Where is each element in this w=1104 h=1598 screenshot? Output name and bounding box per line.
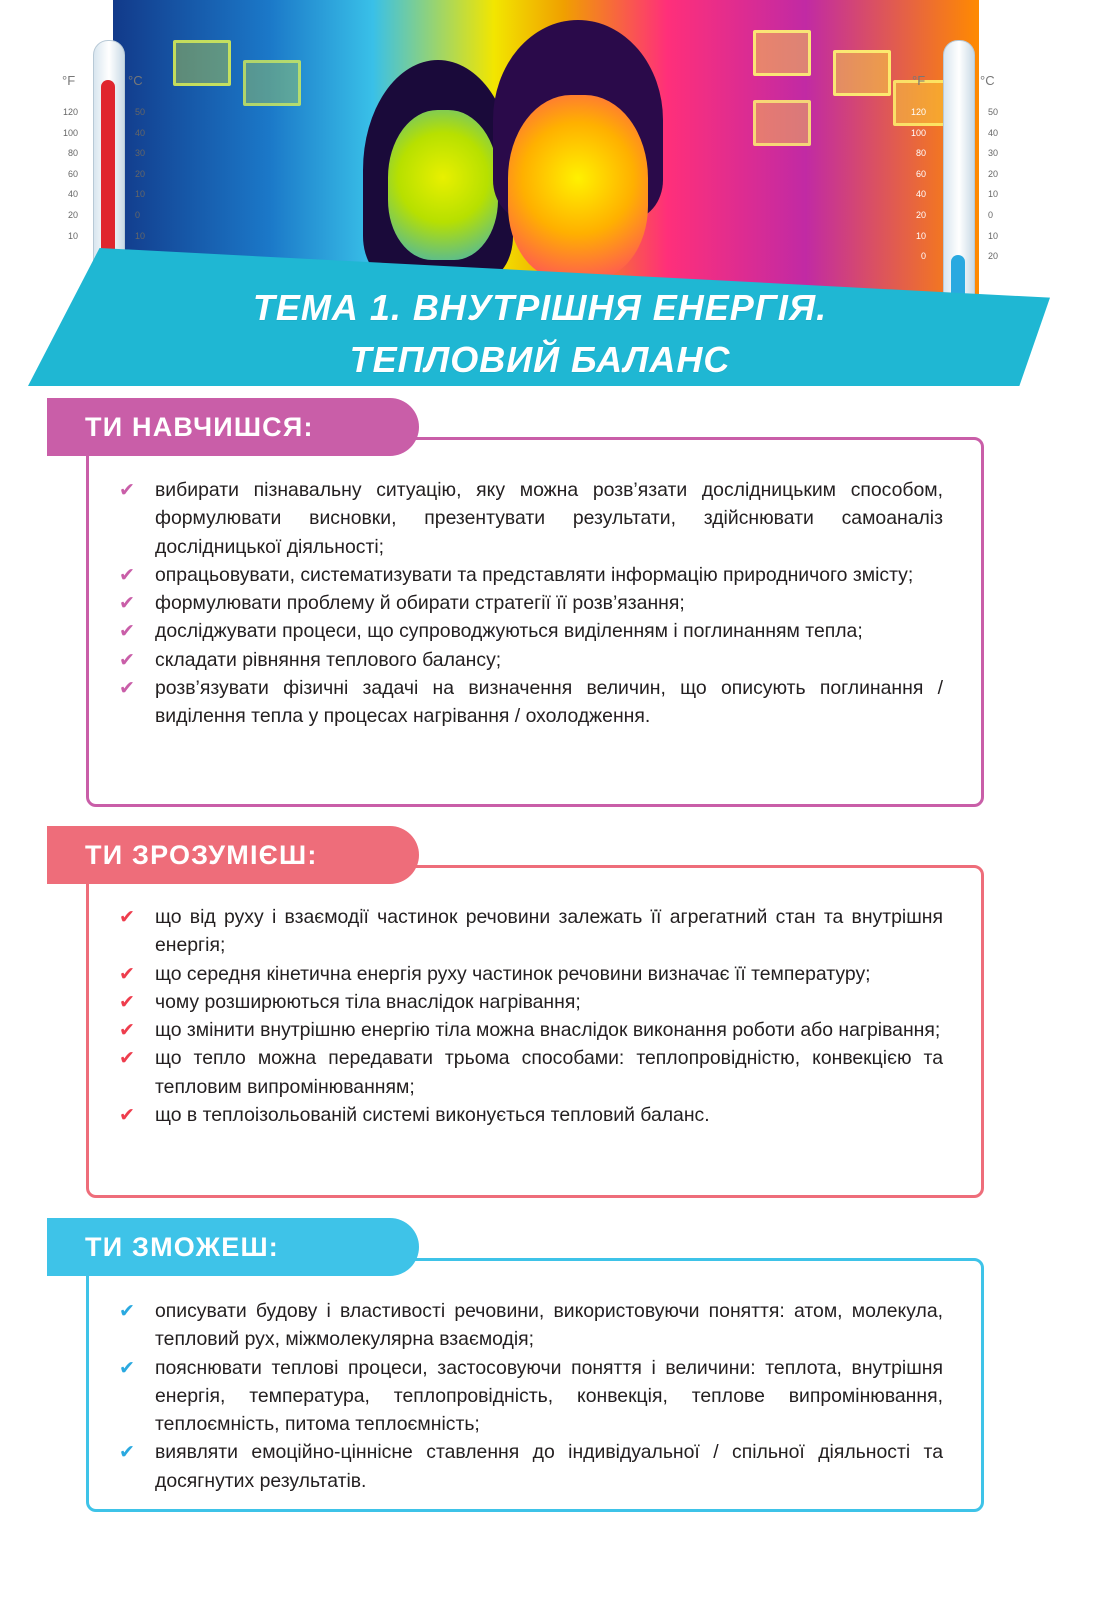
list-item: ✔ що від руху і взаємодії частинок речовини залежать її агрегатний стан та внутрішня енергія; xyxy=(119,906,943,957)
section-heading-understand: ТИ ЗРОЗУМІЄШ: xyxy=(47,826,419,884)
check-icon: ✔ xyxy=(119,480,135,501)
check-icon: ✔ xyxy=(119,1442,135,1464)
page-title xyxy=(200,282,880,386)
list-item: ✔ що тепло можна передавати трьома способами: теплопровідністю, конвекцією та тепловим випромінюванням; xyxy=(119,1047,943,1098)
fahrenheit-label: °F xyxy=(912,73,926,88)
section-heading-able: ТИ ЗМОЖЕШ: xyxy=(47,1218,419,1276)
check-icon: ✔ xyxy=(119,621,135,643)
list-item: ✔ описувати будову і властивості речовини, використовуючи поняття: атом, молекула, тепловий рух, міжмолекулярна взаємодія; xyxy=(119,1300,943,1351)
learning-goals-box xyxy=(86,437,984,807)
check-icon: ✔ xyxy=(119,1357,135,1379)
celsius-scale: 50 40 30 20 10 0 10 xyxy=(135,107,146,241)
list-item: ✔ що середня кінетична енергія руху частинок речовини визначає її температуру; xyxy=(155,960,943,988)
check-icon: ✔ xyxy=(119,1105,135,1127)
learning-goals-list xyxy=(119,476,943,731)
ability-goals-list xyxy=(119,1297,943,1495)
title-line-1: ТЕМА 1. ВНУТРІШНЯ ЕНЕРГІЯ. xyxy=(252,287,828,328)
list-item: ✔ опрацьовувати, систематизувати та представляти інформацію природничого змісту; xyxy=(155,561,943,589)
check-icon: ✔ xyxy=(119,991,135,1013)
check-icon: ✔ xyxy=(119,649,135,671)
check-icon: ✔ xyxy=(119,1301,135,1322)
check-icon: ✔ xyxy=(119,593,135,615)
fahrenheit-scale: 120 100 80 60 40 20 10 0 xyxy=(910,107,926,262)
understanding-goals-box xyxy=(86,865,984,1198)
list-item: ✔ виявляти емоційно-ціннісне ставлення до індивідуальної / спільної діяльності та досягнутих результатів. xyxy=(119,1441,943,1492)
title-line-2: ТЕПЛОВИЙ БАЛАНС xyxy=(349,339,731,380)
celsius-label: °C xyxy=(980,73,995,88)
celsius-label: °C xyxy=(128,73,143,88)
list-item: ✔ складати рівняння теплового балансу; xyxy=(155,646,943,674)
fahrenheit-label: °F xyxy=(62,73,76,88)
check-icon: ✔ xyxy=(119,1020,135,1042)
check-icon: ✔ xyxy=(119,963,135,985)
understanding-goals-list xyxy=(119,903,943,1129)
check-icon: ✔ xyxy=(119,1048,135,1070)
fahrenheit-scale: 120 100 80 60 40 20 10 xyxy=(62,107,78,241)
check-icon: ✔ xyxy=(119,907,135,928)
header-thermal-image xyxy=(113,0,979,296)
list-item: ✔ що змінити внутрішню енергію тіла можна внаслідок виконання роботи або нагрівання; xyxy=(155,1016,943,1044)
section-heading-learn: ТИ НАВЧИШСЯ: xyxy=(47,398,419,456)
check-icon: ✔ xyxy=(119,678,135,700)
ability-goals-box xyxy=(86,1258,984,1512)
list-item: ✔ вибирати пізнавальну ситуацію, яку можна розв’язати дослідницьким способом, формулювати висновки, презентувати результати, здійснювати самоаналіз дослідницької діяльності; xyxy=(119,479,943,558)
list-item: ✔ що в теплоізольованій системі виконується тепловий баланс. xyxy=(155,1101,943,1129)
list-item: ✔ пояснювати теплові процеси, застосовуючи поняття і величини: теплота, внутрішня енергія, температура, теплопровідність, конвекція, теплове випромінювання, теплоємність, питома теплоємність; xyxy=(119,1356,943,1436)
celsius-scale: 50 40 30 20 10 0 10 20 xyxy=(988,107,999,262)
list-item: ✔ досліджувати процеси, що супроводжуються виділенням і поглинанням тепла; xyxy=(155,617,943,645)
check-icon: ✔ xyxy=(119,564,135,586)
list-item: ✔ формулювати проблему й обирати стратегії її розв’язання; xyxy=(155,589,943,617)
list-item: ✔ розв’язувати фізичні задачі на визначення величин, що описують поглинання / виділення тепла у процесах нагрівання / охолодження. xyxy=(119,677,943,728)
list-item: ✔ чому розширюються тіла внаслідок нагрівання; xyxy=(155,988,943,1016)
